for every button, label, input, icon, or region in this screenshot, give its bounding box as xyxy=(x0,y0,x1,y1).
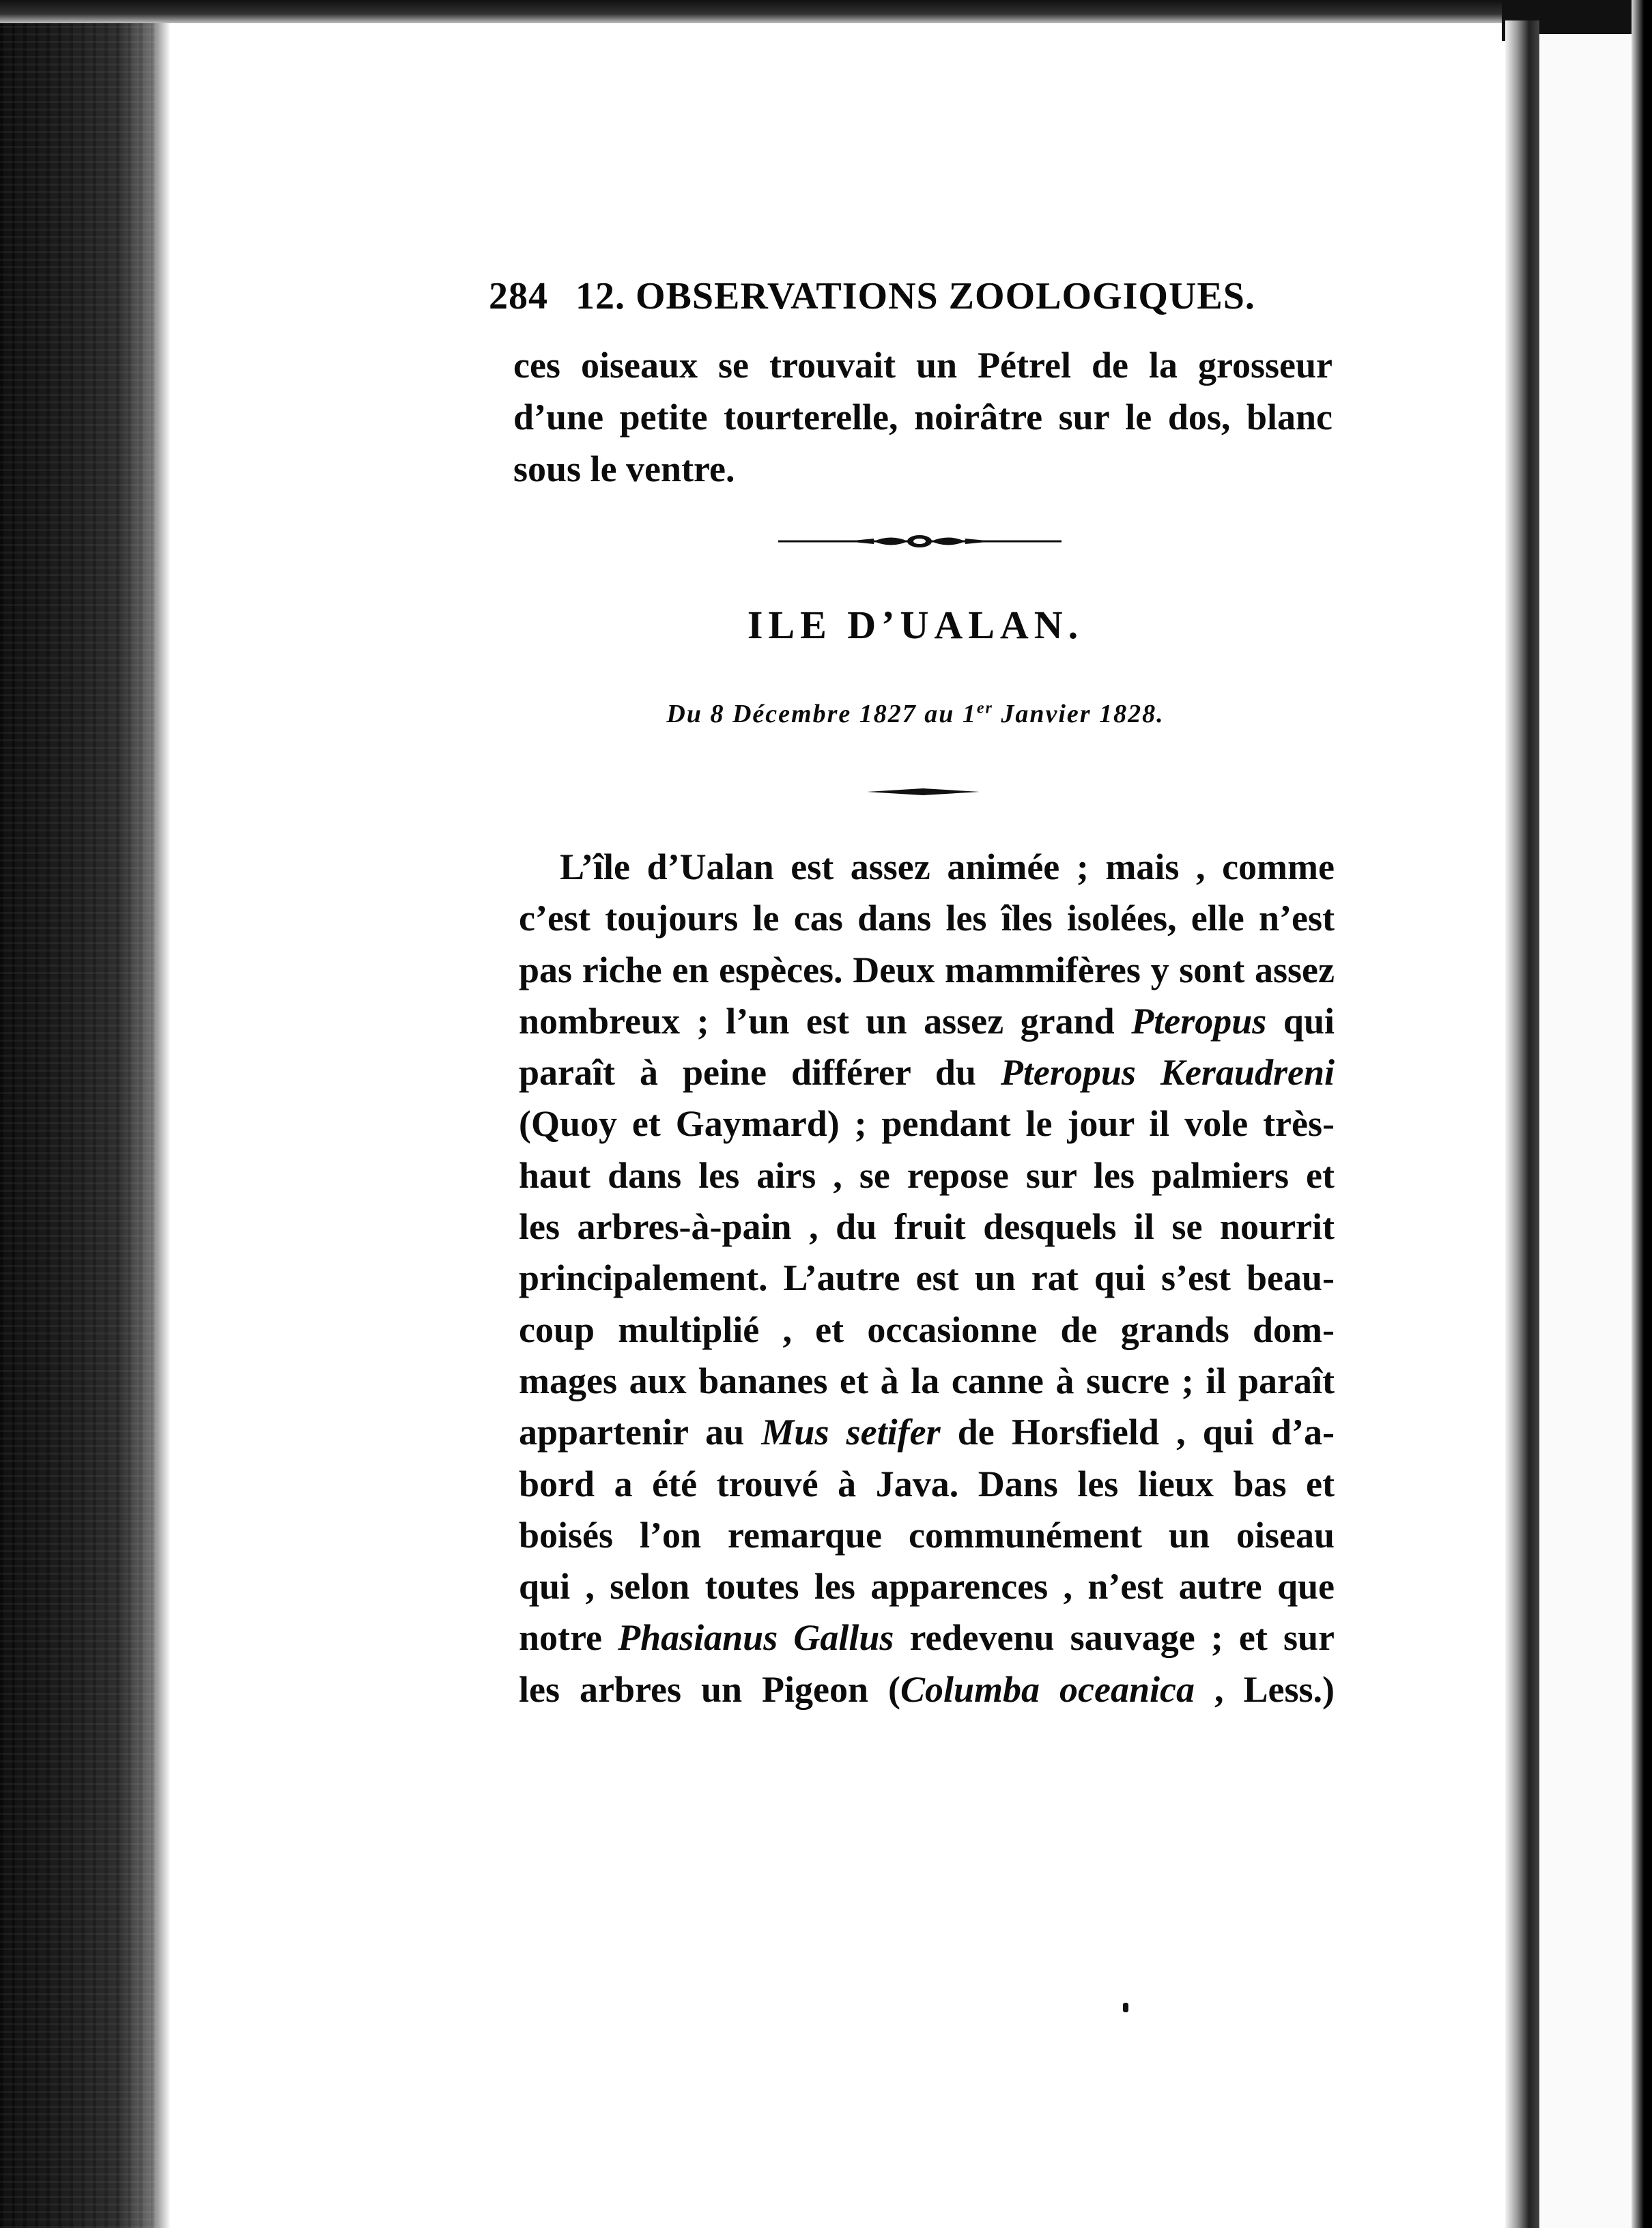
text-line: bord a été trouvé à Java. Dans les lieux bas et xyxy=(519,1463,1335,1504)
text-run: redevenu sauvage ; et sur xyxy=(894,1617,1335,1659)
page-number: 284 xyxy=(489,275,548,317)
section-dates xyxy=(489,699,1342,729)
text-line: qui , selon toutes les apparences , n’est autre que xyxy=(519,1566,1335,1608)
species-name: Mus setifer xyxy=(761,1412,941,1453)
next-page-edge xyxy=(1539,34,1632,2228)
text-line: coup multiplié , et occasionne de grands dom- xyxy=(519,1309,1335,1350)
section-ornament xyxy=(778,531,1062,552)
text-line: c’est toujours le cas dans les îles isolées, elle n’est xyxy=(519,898,1335,939)
text-line xyxy=(519,1664,1335,1715)
top-scan-edge xyxy=(0,0,1652,23)
dates-start: Du 8 Décembre 1827 au 1 xyxy=(666,700,977,728)
binding-texture xyxy=(0,0,157,2228)
right-scan-edge xyxy=(1632,0,1652,2228)
text-run: notre xyxy=(519,1617,618,1659)
text-line: principalement. L’autre est un rat qui s’est beau- xyxy=(519,1257,1335,1299)
text-line: pas riche en espèces. Deux mammifères y sont assez xyxy=(519,949,1335,990)
page-gutter-shadow xyxy=(1505,20,1539,2228)
text-line xyxy=(519,1407,1335,1458)
text-run: , Less.) xyxy=(1195,1668,1335,1710)
species-name: Phasianus Gallus xyxy=(618,1617,894,1659)
text-run: paraît à peine différer du xyxy=(519,1052,1001,1094)
text-run: qui xyxy=(1266,1000,1335,1042)
text-line: les arbres-à-pain , du fruit desquels il se nourrit xyxy=(519,1206,1335,1248)
text-line xyxy=(519,996,1335,1047)
text-run: appartenir au xyxy=(519,1412,762,1453)
ink-speck xyxy=(1123,2003,1128,2012)
section-title: ILE D’UALAN. xyxy=(747,603,1084,647)
text-line: (Quoy et Gaymard) ; pendant le jour il vole très- xyxy=(519,1103,1335,1145)
species-name: Pteropus xyxy=(1131,1000,1267,1042)
species-name: Columba oceanica xyxy=(900,1668,1195,1710)
text-run: nombreux ; l’un est un assez grand xyxy=(519,1000,1132,1042)
text-line xyxy=(519,1047,1335,1098)
text-line: ces oiseaux se trouvait un Pétrel de la grosseur xyxy=(513,345,1333,386)
carryover-paragraph xyxy=(513,339,1333,495)
main-paragraph xyxy=(519,842,1335,1715)
text-run: les arbres un Pigeon ( xyxy=(519,1668,900,1710)
text-line xyxy=(519,1612,1335,1663)
running-head xyxy=(489,274,1342,318)
text-line: haut dans les airs , se repose sur les palmiers et xyxy=(519,1154,1335,1196)
short-rule-divider xyxy=(867,787,980,797)
text-line: d’une petite tourterelle, noirâtre sur le dos, blanc xyxy=(513,397,1333,438)
text-run: de Horsfield , qui d’a- xyxy=(940,1412,1335,1453)
text-line: boisés l’on remarque communément un oiseau xyxy=(519,1514,1335,1556)
species-name: Pteropus Keraudreni xyxy=(1000,1052,1335,1094)
text-line: mages aux bananes et à la canne à sucre ; il paraît xyxy=(519,1360,1335,1401)
chapter-heading: 12. OBSERVATIONS ZOOLOGIQUES. xyxy=(575,275,1255,317)
text-line: L’île d’Ualan est assez animée ; mais , comme xyxy=(560,846,1335,887)
dates-end: Janvier 1828. xyxy=(993,700,1165,728)
text-line: sous le ventre. xyxy=(513,448,735,489)
ordinal-suffix: er xyxy=(976,699,993,717)
